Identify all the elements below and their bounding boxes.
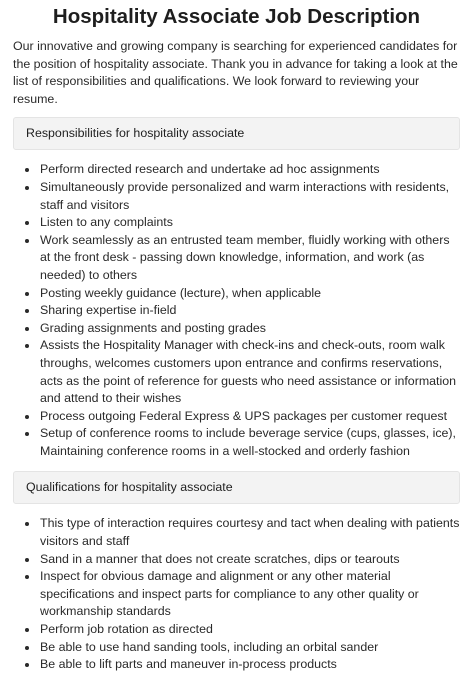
list-item: • Setup of conference rooms to include beverage service (cups, glasses, ice), Maintaining conference rooms in a well-stocked and orderly fashion bbox=[39, 425, 460, 460]
list-item: • Listen to any complaints bbox=[39, 214, 460, 232]
list-item: • Grading assignments and posting grades bbox=[39, 320, 460, 338]
list-item: • Simultaneously provide personalized and warm interactions with residents, staff and visitors bbox=[39, 179, 460, 214]
responsibilities-list bbox=[13, 161, 460, 460]
list-item: • Work seamlessly as an entrusted team member, fluidly working with others at the front desk - passing down knowledge, information, and work (as needed) to others bbox=[39, 232, 460, 285]
list-item: • Inspect for obvious damage and alignment or any other material specifications and inspect parts for compliance to any other quality or workmanship standards bbox=[39, 568, 460, 621]
list-item: • Sharing expertise in-field bbox=[39, 302, 460, 320]
intro-paragraph: Our innovative and growing company is searching for experienced candidates for the position of hospitality associate. Thank you in advance for taking a look at the list of responsibilities and qualifications. We look forward to reviewing your resume. bbox=[13, 39, 458, 106]
qualifications-heading: Qualifications for hospitality associate bbox=[13, 471, 460, 504]
page-title: Hospitality Associate Job Description bbox=[52, 5, 421, 28]
qualifications-list bbox=[13, 515, 460, 673]
list-item: • Assists the Hospitality Manager with check-ins and check-outs, room walk throughs, welcomes customers upon entrance and confirms reservations, acts as the point of reference for guests who need assistance or information and attend to their wishes bbox=[39, 337, 460, 407]
list-item: • Process outgoing Federal Express & UPS packages per customer request bbox=[39, 408, 460, 426]
list-item: • Be able to use hand sanding tools, including an orbital sander bbox=[39, 639, 460, 657]
list-item: • Sand in a manner that does not create scratches, dips or tearouts bbox=[39, 551, 460, 569]
responsibilities-heading: Responsibilities for hospitality associate bbox=[13, 117, 460, 150]
list-item: • Perform job rotation as directed bbox=[39, 621, 460, 639]
list-item: • This type of interaction requires courtesy and tact when dealing with patients visitors and staff bbox=[39, 515, 460, 550]
list-item: • Perform directed research and undertake ad hoc assignments bbox=[39, 161, 460, 179]
list-item: • Posting weekly guidance (lecture), when applicable bbox=[39, 285, 460, 303]
qualifications-section bbox=[13, 471, 460, 673]
list-item: • Be able to lift parts and maneuver in-process products bbox=[39, 656, 460, 674]
responsibilities-section bbox=[13, 117, 460, 460]
